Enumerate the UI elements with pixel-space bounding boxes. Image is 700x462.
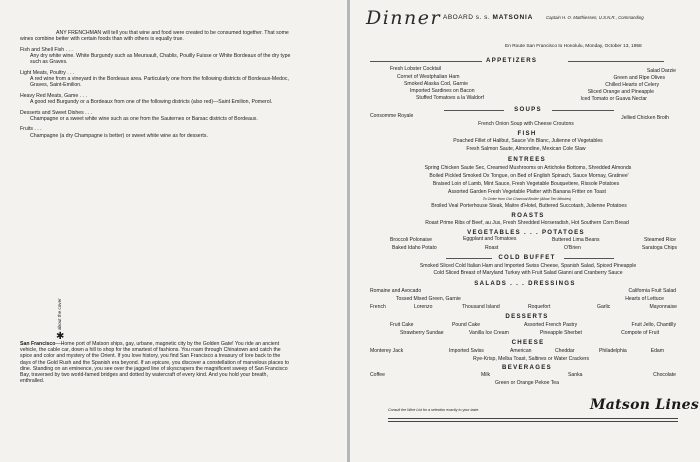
menu-item: Cornet of Westphalian Ham (397, 74, 460, 80)
route-line: En Route San Francisco to Honolulu, Monday, October 13, 1958 (505, 44, 642, 49)
ship-name: MATSONIA (492, 14, 534, 21)
menu-item: Mayonnaise (649, 304, 677, 310)
footer-rule (388, 421, 678, 422)
menu-item: French Onion Soup with Cheese Croutons (478, 121, 574, 127)
menu-item: Salad Darzie (646, 68, 676, 74)
category-cold-buffet: COLD BUFFET (498, 254, 556, 261)
menu-item: Roquefort (528, 304, 551, 310)
menu-item: Tossed Mixed Green, Garnie (396, 296, 461, 302)
category-vegetables: VEGETABLES . . . POTATOES (467, 229, 585, 236)
category-appetizers: APPETIZERS (486, 57, 538, 64)
menu-item: Steamed Rice (644, 237, 676, 243)
menu-item: Consomme Royale (370, 113, 414, 119)
menu-item: Poached Fillet of Halibut, Sauce Vin Blanc, Julienne of Vegetables (453, 138, 603, 144)
menu-item: Sliced Orange and Pineapple (587, 89, 654, 95)
wine-list-note: Consult the Wine List for a selection exactly to your taste. (388, 408, 480, 412)
menu-item: Fruit Jello, Chantilly (631, 322, 676, 328)
menu-item: Chilled Hearts of Celery (605, 82, 659, 88)
menu-item: Braised Loin of Lamb, Mint Sauce, Fresh Vegetable Bouquetiere, Rissole Potatoes (432, 181, 620, 187)
category-entrees: ENTREES (508, 156, 546, 163)
ss-label: s. s. (475, 14, 491, 21)
wine-section-body: A good red Burgundy or a Bordeaux from one of the following districts (also red)—Saint Emilion, Pomerol. (30, 99, 273, 105)
wine-section-heading: Desserts and Sweet Dishes . . . (20, 109, 93, 116)
category-rule (552, 110, 614, 111)
wine-section (20, 110, 300, 122)
menu-item: American (510, 348, 532, 354)
menu-item: Edam (650, 348, 664, 354)
wine-section (20, 70, 300, 89)
menu-item: Broccoli Polonaise (390, 237, 432, 243)
menu-item: California Fruit Salad (628, 288, 676, 294)
menu-item: Broiled Veal Porterhouse Steak, Maitre d'Hotel, Buttered Succotash, Julienne Potatoes (431, 203, 627, 209)
broiler-note: To Order from Our Charcoal Broiler (Allow Ten Minutes) (482, 197, 572, 201)
menu-item: Pineapple Sherbet (540, 330, 582, 336)
ship-line (443, 14, 533, 21)
menu-item: Hearts of Lettuce (625, 296, 664, 302)
wine-section-heading: Fruits . . . (20, 126, 42, 133)
menu-item: Milk (481, 372, 491, 378)
menu-item: Thousand Island (462, 304, 500, 310)
san-francisco-blurb (20, 341, 290, 384)
about-the-cover-label: about the cover (57, 298, 62, 330)
category-rule (370, 61, 482, 62)
menu-item: Vanilla Ice Cream (469, 330, 509, 336)
san-francisco-text: —Home port of Matson ships, gay, urbane, magnetic city by the Golden Gate! You ride an ancient vehicle, the cable car, down a hill to shop for the smartest of fashions. You roam through Chinatown and catch the spice and color and mystery of the Orient. If you love history, you find San Francisco a treasury of lore back to the days of the Gold Rush and the Spanish era beyond. If an epicure, you discover a constellation of marvelous places to dine. Standing on an eminence, you see over the jagged line of skyscrapers the magnificent sweep of San Francisco Bay, traversed by two world-famed bridges and dotted by watercraft of every kind. And you hold your breath, enthralled. (20, 341, 290, 385)
menu-header (366, 7, 692, 31)
wine-section-heading: Light Meats, Poultry . . . (20, 69, 75, 76)
wine-section-body: Champagne (a dry Champagne is better) or sweet white wine as for desserts. (30, 132, 208, 139)
menu-item: Cold Sliced Breast of Maryland Turkey with Fruit Salad Gianni and Cranberry Sauce (433, 270, 623, 276)
category-fish: FISH (517, 130, 537, 137)
menu-item: Buttered Lima Beans (552, 237, 600, 243)
san-francisco-title: San Francisco (20, 341, 56, 347)
menu-item: Compote of Fruit (621, 330, 659, 336)
menu-item: Fruit Cake (390, 322, 414, 328)
menu-item: Iced Tomato or Guava Nectar (580, 96, 647, 102)
category-rule (564, 258, 614, 259)
menu-item: Rye-Krisp, Melba Toast, Saltines or Water Crackers (472, 356, 590, 362)
category-desserts: DESSERTS (505, 313, 549, 320)
wine-section-body: A red wine from a vineyard in the Bordeaux area. Particularly one from the following districts of Bordeaux-Medoc, Graves, Saint-Emilion. (30, 76, 289, 89)
footer-rule (388, 418, 678, 419)
menu-item: Jellied Chicken Broth (621, 115, 669, 121)
menu-item: Green and Ripe Olives (613, 75, 665, 81)
menu-item: French (370, 304, 386, 310)
menu-item: Pound Cake (452, 322, 481, 328)
menu-item: Imported Sardines on Bacon (410, 88, 475, 94)
menu-item: Green or Orange Pekoe Tea (495, 380, 559, 386)
category-rule (446, 258, 492, 259)
wine-section (20, 126, 300, 138)
menu-item: Strawberry Sundae (400, 330, 444, 336)
wine-section-body: Any dry white wine. White Burgundy such as Meursault, Chablis, Pouilly Fuisse or White Bordeaux of the dry type such as Graves. (30, 53, 291, 66)
menu-item: Coffee (370, 372, 385, 378)
category-salads: SALADS . . . DRESSINGS (474, 280, 576, 287)
menu-item: Smoked Sliced Cold Italian Ham and Imported Swiss Cheese, Spanish Salad, Spiced Pineapple (419, 263, 637, 269)
menu-item: O'Brien (564, 245, 581, 251)
matson-lines-logo: Matson Lines (590, 397, 700, 413)
captain-line: Captain H. O. Matthiessen, U.S.N.R., Commanding (546, 15, 644, 20)
menu-item: Saratoga Chips (641, 245, 677, 251)
category-rule (444, 110, 504, 111)
menu-item: Assorted French Pastry (524, 322, 578, 328)
menu-item: Imported Swiss (449, 348, 484, 354)
wine-section (20, 93, 300, 105)
category-cheese: CHEESE (511, 339, 545, 346)
menu-item: Romaine and Avocado (370, 288, 422, 294)
menu-item: Boiled Pickled Smoked Ox Tongue, on Bed of English Spinach, Sauce Mornay, Gratinee' (429, 173, 629, 179)
menu-item: Chocolate (653, 372, 676, 378)
menu-item: Smoked Alaska Cod, Garnie (404, 81, 468, 87)
menu-item: Monterey Jack (370, 348, 404, 354)
asterisk-icon: ✱ (56, 331, 65, 342)
wine-guide-intro: ANY FRENCHMAN will tell you that wine and food were created to be consumed together. That some wines combine better with certain foods than with others is equally true. (20, 30, 289, 43)
wine-guide-page (0, 0, 347, 462)
wine-guide (20, 30, 300, 139)
menu-item: Stuffed Tomatoes a la Waldorf (416, 95, 484, 101)
menu-item: Spring Chicken Saute Sec, Creamed Mushrooms on Artichoke Bottoms, Shredded Almonds (424, 165, 632, 171)
menu-item: Roast (485, 245, 499, 251)
menu-item: Philadelphia (599, 348, 627, 354)
wine-section-heading: Heavy Red Meats, Game . . . (20, 92, 87, 99)
menu-item: Sanka (568, 372, 583, 378)
menu-item: Eggplant and Tomatoes (463, 236, 517, 242)
menu-item: Fresh Lobster Cocktail (390, 66, 441, 72)
menu-item: Assorted Garden Fresh Vegetable Platter with Banana Fritter on Toast (448, 189, 606, 195)
menu-item: Lorenzo (414, 304, 433, 310)
wine-section-heading: Fish and Shell Fish . . . (20, 46, 73, 53)
menu-item: Garlic (597, 304, 611, 310)
menu-item: Roast Prime Ribs of Beef, au Jus, Fresh Shredded Horseradish, Hot Southern Corn Bread (425, 220, 629, 226)
wine-section-body: Champagne or a sweet white wine such as one from the Sauternes or Barsac districts of Bordeaux. (30, 115, 258, 122)
menu-item: Fresh Salmon Saute, Almondine, Mexican Cole Slaw (466, 146, 586, 152)
category-soups: SOUPS (514, 106, 542, 113)
category-beverages: BEVERAGES (502, 364, 552, 371)
category-roasts: ROASTS (511, 212, 545, 219)
menu-page (350, 0, 700, 462)
menu-item: Cheddar (555, 348, 575, 354)
category-rule (568, 61, 664, 62)
menu-title: Dinner (366, 7, 442, 29)
aboard-label: ABOARD (443, 14, 474, 21)
wine-section (20, 47, 300, 66)
menu-item: Baked Idaho Potato (392, 245, 437, 251)
